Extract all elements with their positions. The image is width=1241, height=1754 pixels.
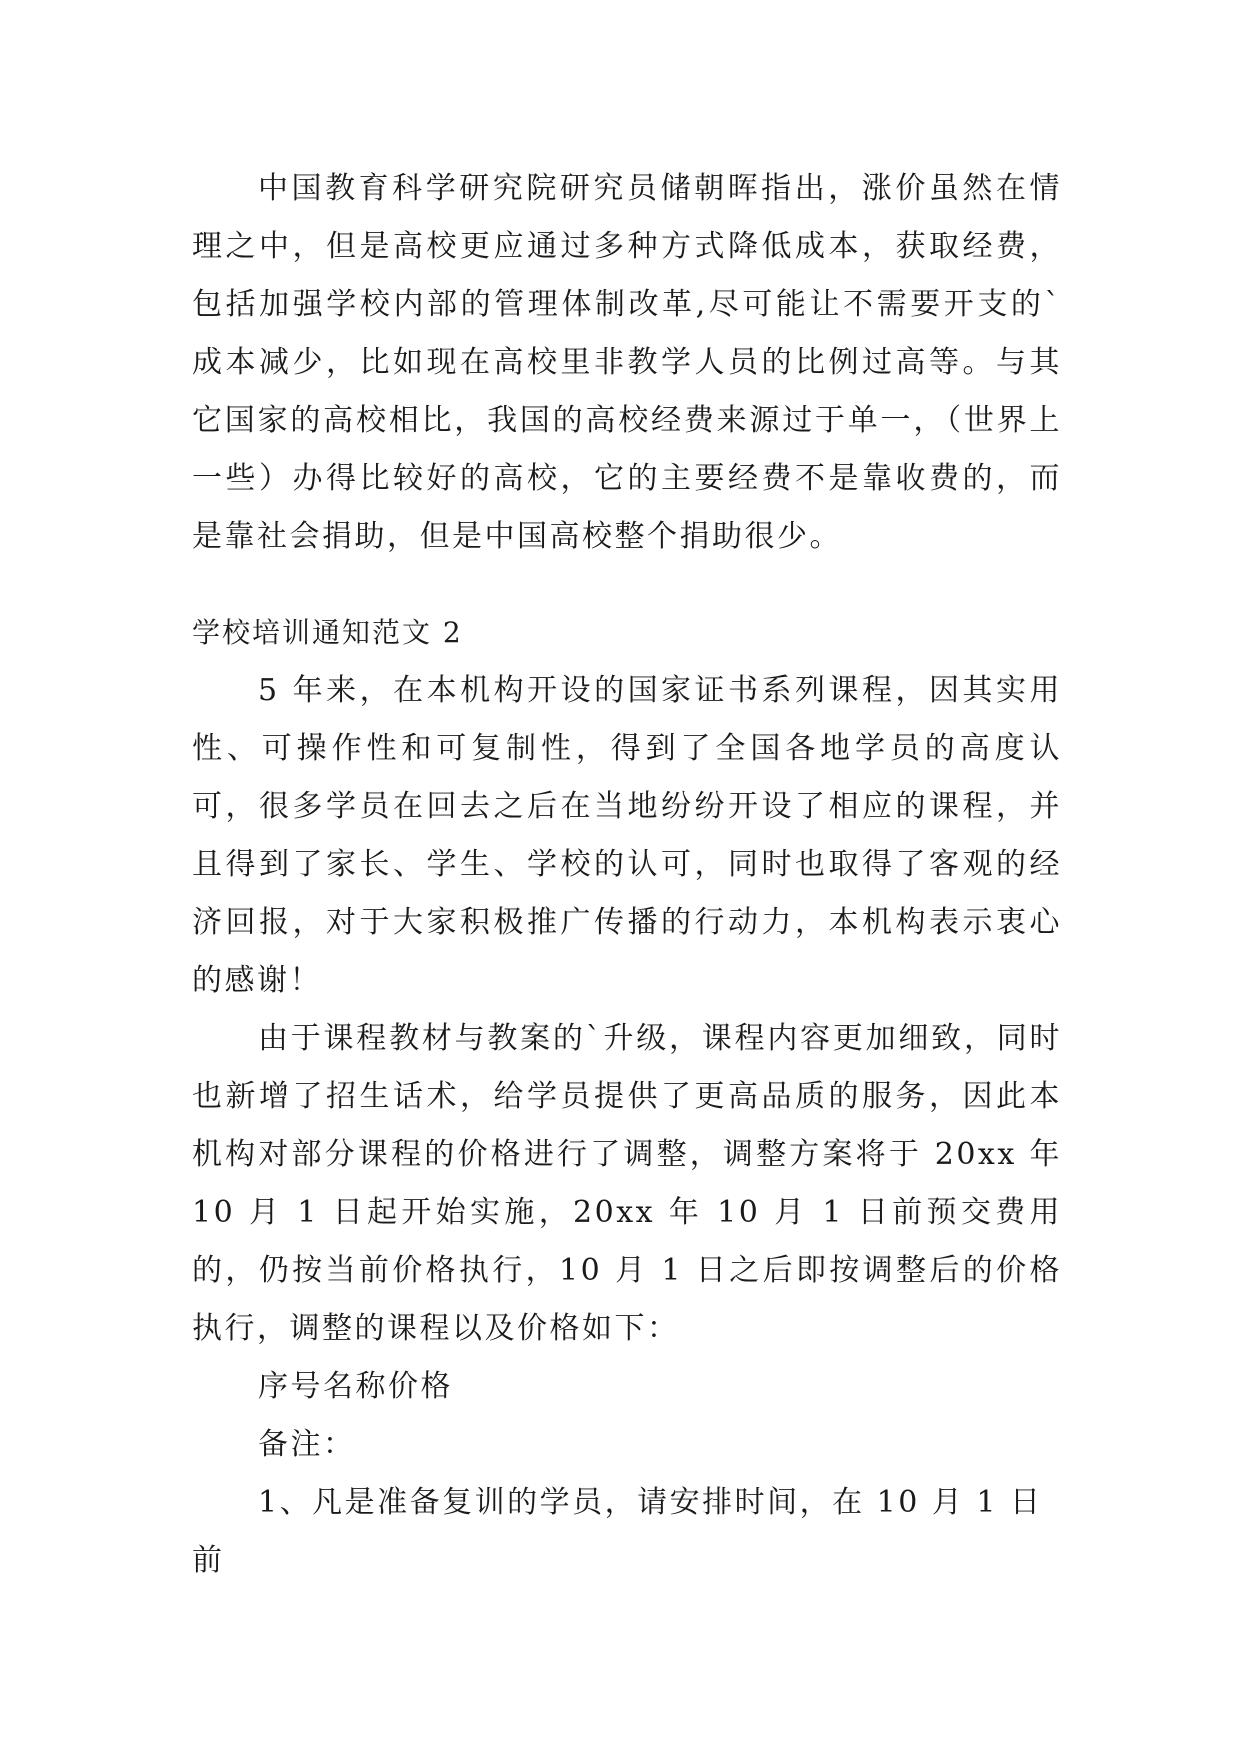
- paragraph-1: 中国教育科学研究院研究员储朝晖指出，涨价虽然在情理之中，但是高校更应通过多种方式降低成本，获取经费，包括加强学校内部的管理体制改革,尽可能让不需要开支的`成本减少，比如现在高校里非教学人员的比例过高等。与其它国家的高校相比，我国的高校经费来源过于单一，（世界上一些）办得比较好的高校，它的主要经费不是靠收费的，而是靠社会捐助，但是中国高校整个捐助很少。: [192, 171, 1062, 554]
- document-body: [192, 160, 1062, 1590]
- notes-label: 备注：: [258, 1427, 356, 1462]
- table-header-line: 序号名称价格: [258, 1369, 453, 1404]
- note-item-1: 1、凡是准备复训的学员，请安排时间，在 10 月 1 日前: [192, 1485, 1043, 1578]
- section-heading: 学校培训通知范文 2: [192, 616, 463, 649]
- paragraph-2: 5 年来，在本机构开设的国家证书系列课程，因其实用性、可操作性和可复制性，得到了全国各地学员的高度认可，很多学员在回去之后在当地纷纷开设了相应的课程，并且得到了家长、学生、学校的认可，同时也取得了客观的经济回报，对于大家积极推广传播的行动力，本机构表示衷心的感谢！: [192, 673, 1062, 998]
- paragraph-3: 由于课程教材与教案的`升级，课程内容更加细致，同时也新增了招生话术，给学员提供了更高品质的服务，因此本机构对部分课程的价格进行了调整，调整方案将于 20xx 年 10 月 1 日起开始实施，20xx 年 10 月 1 日前预交费用的，仍按当前价格执行，10 月 1 日之后即按调整后的价格执行，调整的课程以及价格如下：: [192, 1021, 1062, 1346]
